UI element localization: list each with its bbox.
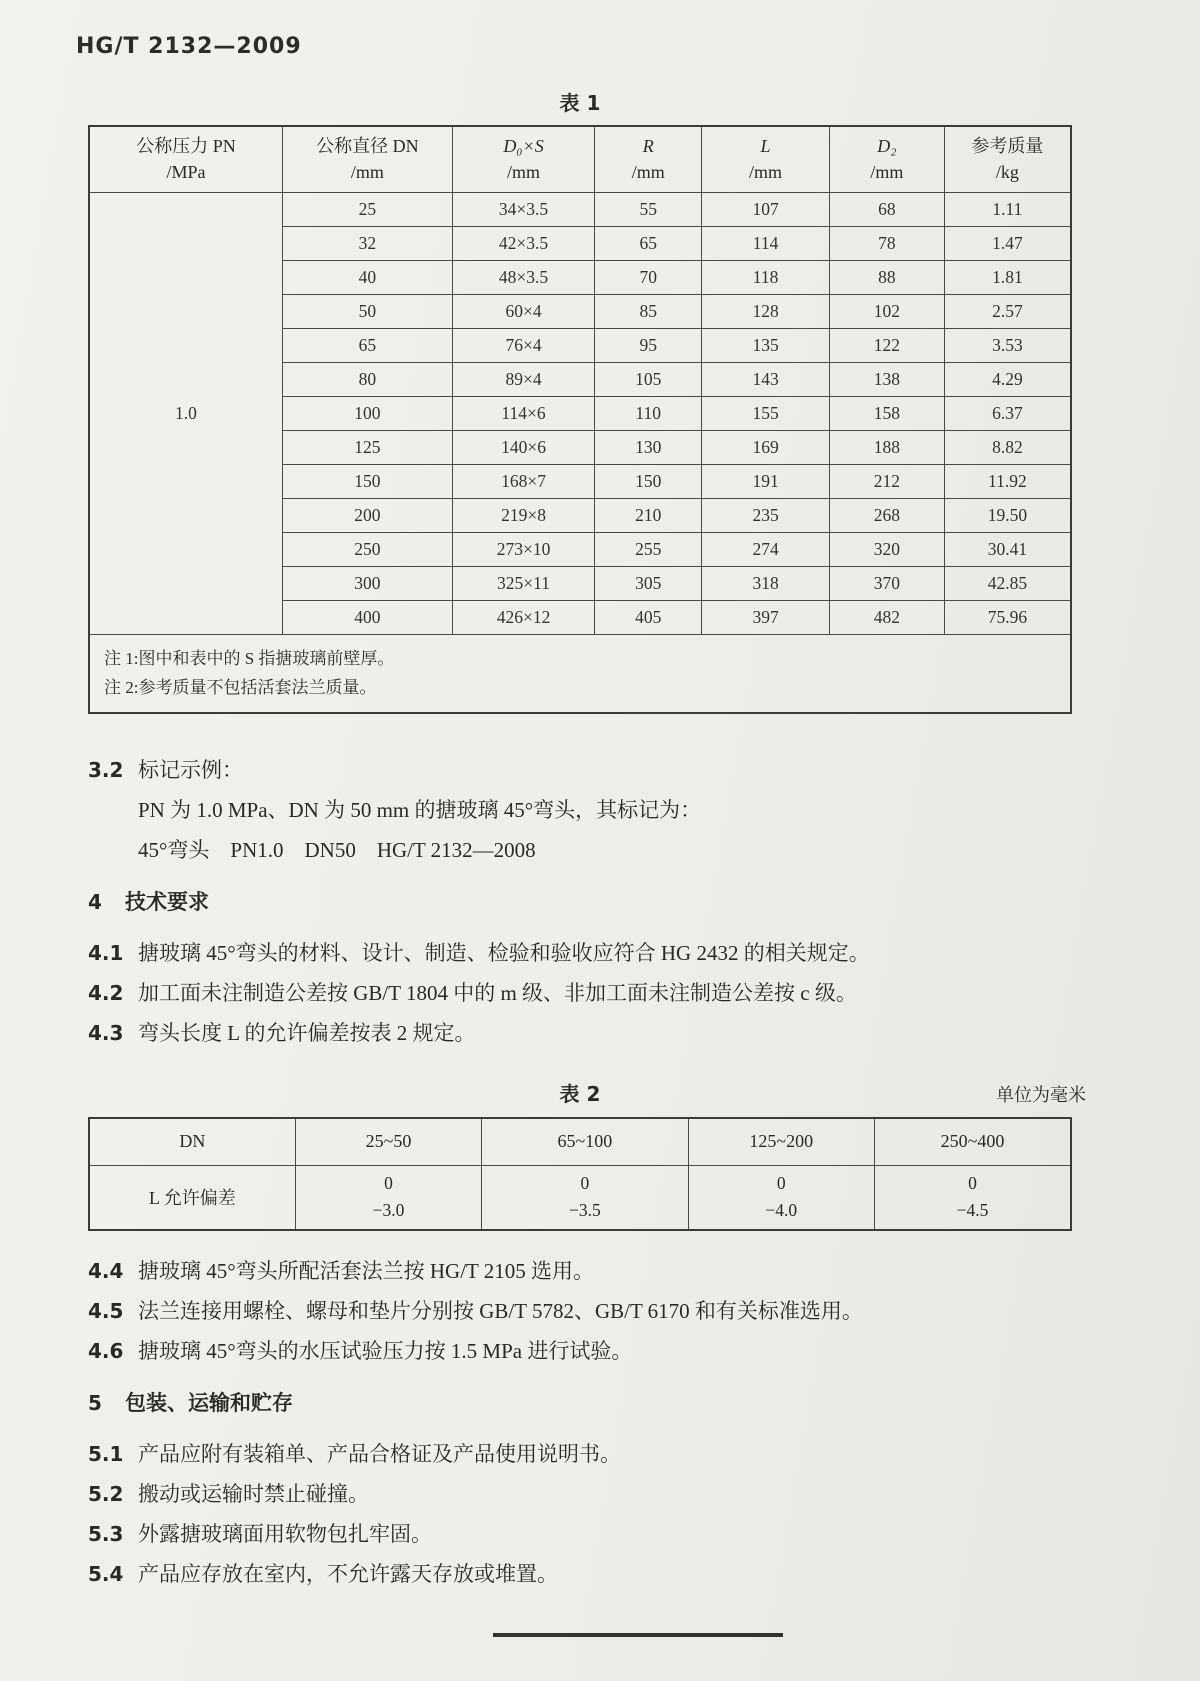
section-text: 包装、运输和贮存 (125, 1390, 293, 1415)
table1-cell: 325×11 (452, 566, 594, 600)
table1-cell: 273×10 (452, 532, 594, 566)
section-number: 4.5 (88, 1298, 124, 1323)
table1-notes-cell (89, 634, 1071, 713)
section-text: PN 为 1.0 MPa、DN 为 50 mm 的搪玻璃 45°弯头，其标记为： (138, 797, 702, 822)
table1-cell: 4.29 (944, 362, 1071, 396)
section-number: 4.4 (88, 1258, 124, 1283)
section-text: 产品应存放在室内，不允许露天存放或堆置。 (138, 1561, 558, 1586)
section-text: 搪玻璃 45°弯头所配活套法兰按 HG/T 2105 选用。 (138, 1258, 595, 1283)
table1-cell: 210 (595, 498, 702, 532)
table2-col-header: DN (89, 1118, 295, 1166)
section-text: 搪玻璃 45°弯头的材料、设计、制造、检验和验收应符合 HG 2432 的相关规定。 (138, 940, 870, 965)
section-block-2 (88, 1259, 1072, 1587)
table1-cell: 1.11 (944, 192, 1071, 226)
table1-cell: 32 (282, 226, 452, 260)
table1-cell: 8.82 (944, 430, 1071, 464)
table2-header-row (89, 1118, 1071, 1166)
section-4-2 (88, 981, 1072, 1006)
table1-cell: 40 (282, 260, 452, 294)
section-number: 5.2 (88, 1481, 124, 1506)
tolerance-cell (875, 1166, 1071, 1230)
table1-cell: 48×3.5 (452, 260, 594, 294)
section-number: 4.2 (88, 980, 124, 1005)
tolerance-cell (482, 1166, 688, 1230)
section-text: 搬动或运输时禁止碰撞。 (138, 1481, 369, 1506)
table1-cell: 128 (702, 294, 830, 328)
table2-col-header: 65~100 (482, 1118, 688, 1166)
section-number: 5.3 (88, 1521, 124, 1546)
table1-cell: 42.85 (944, 566, 1071, 600)
table1-cell: 140×6 (452, 430, 594, 464)
pn-value-cell: 1.0 (89, 192, 282, 634)
table1-cell: 1.81 (944, 260, 1071, 294)
section-3-2 (88, 758, 1072, 783)
section-5-2 (88, 1482, 1072, 1507)
table1-col-header (452, 126, 594, 192)
table1-cell: 95 (595, 328, 702, 362)
table1-cell: 68 (829, 192, 944, 226)
table1-col-name: D₂ (877, 136, 897, 157)
table1-cell: 19.50 (944, 498, 1071, 532)
table1-cell: 158 (829, 396, 944, 430)
table2-unit-label: 单位为毫米 (996, 1084, 1086, 1105)
table1-cell: 191 (702, 464, 830, 498)
table1-cell: 65 (282, 328, 452, 362)
section-text: 法兰连接用螺栓、螺母和垫片分别按 GB/T 5782、GB/T 6170 和有关标准选用。 (138, 1298, 863, 1323)
table1-cell: 85 (595, 294, 702, 328)
tolerance-lower: −3.0 (372, 1200, 405, 1221)
section-text: 产品应附有装箱单、产品合格证及产品使用说明书。 (138, 1441, 621, 1466)
table1-cell: 219×8 (452, 498, 594, 532)
tolerance-upper: 0 (968, 1173, 977, 1194)
table1-cell: 305 (595, 566, 702, 600)
tolerance-upper: 0 (384, 1173, 393, 1194)
section-text: 外露搪玻璃面用软物包扎牢固。 (138, 1521, 432, 1546)
table-2 (88, 1117, 1072, 1231)
table1-col-header (89, 126, 282, 192)
table2-title: 表 2 (559, 1081, 601, 1106)
section-text: 弯头长度 L 的允许偏差按表 2 规定。 (138, 1020, 476, 1045)
table1-col-name: 公称压力 PN (136, 136, 236, 157)
table1-col-header (702, 126, 830, 192)
table1-cell: 107 (702, 192, 830, 226)
table1-col-name: 公称直径 DN (316, 136, 419, 157)
table1-cell: 105 (595, 362, 702, 396)
table1-row (89, 192, 1071, 226)
table1-col-header (595, 126, 702, 192)
section-4-3 (88, 1021, 1072, 1046)
table1-cell: 100 (282, 396, 452, 430)
table1-cell: 130 (595, 430, 702, 464)
table1-cell: 426×12 (452, 600, 594, 634)
table1-cell: 89×4 (452, 362, 594, 396)
table1-cell: 150 (595, 464, 702, 498)
doc-number: HG/T 2132—2009 (76, 34, 302, 59)
table1-cell: 397 (702, 600, 830, 634)
table1-cell: 1.47 (944, 226, 1071, 260)
section-number: 4 (88, 889, 102, 914)
table1-cell: 168×7 (452, 464, 594, 498)
table1-cell: 188 (829, 430, 944, 464)
table1-cell: 75.96 (944, 600, 1071, 634)
table1-note-1: 注 1:图中和表中的 S 指搪玻璃前壁厚。 (104, 648, 395, 668)
table1-cell: 320 (829, 532, 944, 566)
table1-cell: 318 (702, 566, 830, 600)
tolerance-lower: −4.5 (956, 1200, 989, 1221)
table1-col-unit: /mm (350, 162, 384, 183)
table1-cell: 55 (595, 192, 702, 226)
table1-title: 表 1 (559, 91, 601, 115)
tolerance-upper: 0 (776, 1173, 786, 1194)
table1-cell: 200 (282, 498, 452, 532)
table1-col-unit: /MPa (166, 162, 206, 183)
table1-cell: 268 (829, 498, 944, 532)
section-4-1 (88, 941, 1072, 966)
table1-col-name: R (642, 136, 654, 157)
table1-cell: 60×4 (452, 294, 594, 328)
table1-header-row (89, 126, 1071, 192)
table1-cell: 88 (829, 260, 944, 294)
table2-row-label: L 允许偏差 (89, 1166, 295, 1230)
table2-col-header: 25~50 (295, 1118, 482, 1166)
end-of-document-line (493, 1633, 783, 1637)
table1-cell: 34×3.5 (452, 192, 594, 226)
table1-cell: 25 (282, 192, 452, 226)
table1-cell: 78 (829, 226, 944, 260)
table1-cell: 80 (282, 362, 452, 396)
table1-cell: 114 (702, 226, 830, 260)
section-number: 3.2 (88, 757, 124, 782)
table1-cell: 42×3.5 (452, 226, 594, 260)
table2-data-row (89, 1166, 1071, 1230)
tolerance-lower: −3.5 (569, 1200, 601, 1221)
table1-cell: 255 (595, 532, 702, 566)
section-text: 加工面未注制造公差按 GB/T 1804 中的 m 级、非加工面未注制造公差按 c 级。 (138, 980, 857, 1005)
table1-cell: 118 (702, 260, 830, 294)
section-number: 4.1 (88, 940, 124, 965)
section-text: 搪玻璃 45°弯头的水压试验压力按 1.5 MPa 进行试验。 (138, 1338, 633, 1363)
table1-cell: 169 (702, 430, 830, 464)
table2-col-header: 125~200 (688, 1118, 875, 1166)
section-5-1 (88, 1442, 1072, 1467)
table1-cell: 138 (829, 362, 944, 396)
section-number: 5 (88, 1390, 102, 1415)
table1-cell: 155 (702, 396, 830, 430)
table1-cell: 135 (702, 328, 830, 362)
section-block-1 (88, 758, 1072, 1046)
table1-cell: 143 (702, 362, 830, 396)
table1-cell: 6.37 (944, 396, 1071, 430)
section-number: 4.6 (88, 1338, 124, 1363)
section-4-5 (88, 1299, 1072, 1324)
table1-cell: 50 (282, 294, 452, 328)
table1-cell: 2.57 (944, 294, 1071, 328)
table1-col-unit: /mm (631, 162, 665, 183)
section-text: 标记示例： (138, 757, 243, 782)
table1-col-name: 参考质量 (971, 136, 1044, 157)
table1-notes-row (89, 634, 1071, 713)
table1-col-header (829, 126, 944, 192)
section-4-6 (88, 1339, 1072, 1364)
designation-example-line (88, 798, 1072, 823)
tolerance-upper: 0 (580, 1173, 590, 1194)
section-number: 4.3 (88, 1020, 124, 1045)
table1-cell: 235 (702, 498, 830, 532)
table1-cell: 300 (282, 566, 452, 600)
table1-cell: 125 (282, 430, 452, 464)
section-5 (88, 1391, 1072, 1416)
section-5-3 (88, 1522, 1072, 1547)
table1-col-name: L (760, 136, 771, 157)
table1-cell: 114×6 (452, 396, 594, 430)
table1-cell: 11.92 (944, 464, 1071, 498)
table1-col-unit: /kg (995, 162, 1019, 183)
section-number: 5.4 (88, 1561, 124, 1586)
table1-cell: 150 (282, 464, 452, 498)
section-4-4 (88, 1259, 1072, 1284)
section-number: 5.1 (88, 1441, 124, 1466)
tolerance-lower: −4.0 (765, 1200, 798, 1221)
tolerance-cell (295, 1166, 482, 1230)
table1-cell: 30.41 (944, 532, 1071, 566)
table1-cell: 274 (702, 532, 830, 566)
tolerance-cell (688, 1166, 875, 1230)
table1-col-header (282, 126, 452, 192)
table1-cell: 65 (595, 226, 702, 260)
table1-cell: 3.53 (944, 328, 1071, 362)
table1-col-header (944, 126, 1071, 192)
designation-example-line (88, 838, 1072, 863)
table1-cell: 110 (595, 396, 702, 430)
section-5-4 (88, 1562, 1072, 1587)
table1-cell: 76×4 (452, 328, 594, 362)
table1-cell: 482 (829, 600, 944, 634)
section-4 (88, 890, 1072, 915)
table2-caption (88, 1078, 1086, 1107)
table1-cell: 400 (282, 600, 452, 634)
table1-cell: 212 (829, 464, 944, 498)
table1-cell: 250 (282, 532, 452, 566)
section-text: 技术要求 (125, 889, 209, 914)
table-1 (88, 125, 1072, 714)
table1-cell: 405 (595, 600, 702, 634)
table2-col-header: 250~400 (875, 1118, 1071, 1166)
table1-cell: 102 (829, 294, 944, 328)
table1-col-unit: /mm (749, 162, 783, 183)
table1-cell: 122 (829, 328, 944, 362)
table1-cell: 70 (595, 260, 702, 294)
table1-note-2: 注 2:参考质量不包括活套法兰质量。 (104, 677, 377, 697)
table1-col-name: D₀×S (503, 136, 544, 157)
table1-cell: 370 (829, 566, 944, 600)
table1-col-unit: /mm (870, 162, 904, 183)
section-text: 45°弯头 PN1.0 DN50 HG/T 2132—2008 (138, 837, 536, 862)
table1-col-unit: /mm (507, 162, 541, 183)
